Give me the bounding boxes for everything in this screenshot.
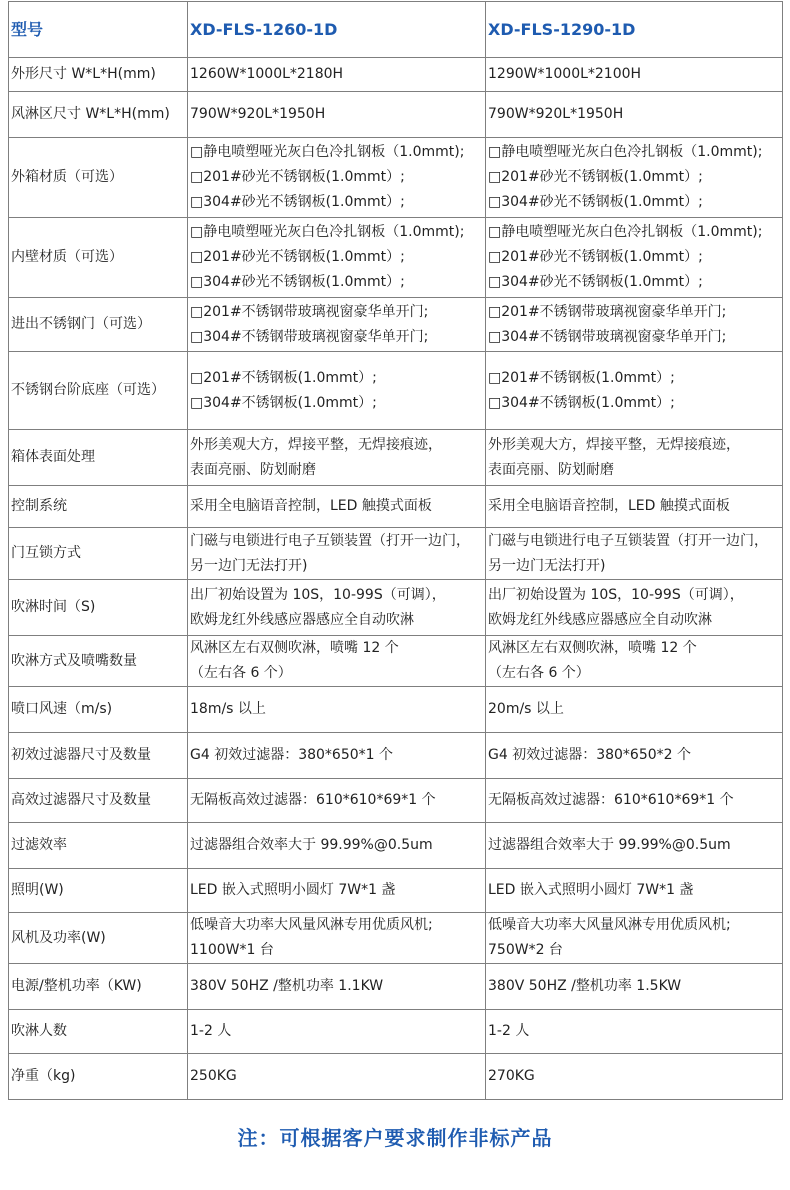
spec-value-a — [188, 580, 486, 636]
spec-value-line: 欧姆龙红外线感应器感应全自动吹淋 — [190, 611, 414, 628]
spec-value-line: 270KG — [488, 1068, 535, 1084]
spec-value-a — [188, 298, 486, 352]
spec-row — [9, 298, 783, 352]
spec-value-b — [486, 779, 783, 823]
spec-value-line: □201#不锈钢带玻璃视窗豪华单开门; — [190, 303, 429, 320]
spec-value-line: □304#不锈钢带玻璃视窗豪华单开门; — [190, 328, 429, 345]
spec-label: 高效过滤器尺寸及数量 — [9, 779, 188, 823]
spec-value-line: 出厂初始设置为 10S，10-99S（可调）， — [190, 586, 446, 603]
footer-note: 注：可根据客户要求制作非标产品 — [237, 1126, 553, 1150]
spec-value-line: □201#砂光不锈钢板(1.0mmt）; — [190, 249, 405, 265]
spec-value-b — [486, 869, 783, 913]
spec-row — [9, 913, 783, 964]
spec-value-b — [486, 636, 783, 687]
spec-value-line: 另一边门无法打开) — [190, 557, 308, 574]
spec-value-b — [486, 218, 783, 298]
spec-row — [9, 580, 783, 636]
spec-value-b — [486, 58, 783, 92]
spec-label: 吹淋人数 — [9, 1010, 188, 1054]
spec-value-line: 表面亮丽、防划耐磨 — [190, 461, 316, 478]
spec-value-b — [486, 430, 783, 486]
spec-value-line: □304#不锈钢带玻璃视窗豪华单开门; — [488, 328, 727, 345]
spec-row — [9, 687, 783, 733]
spec-row — [9, 823, 783, 869]
spec-value-line: 低噪音大功率大风量风淋专用优质风机; — [488, 917, 731, 933]
spec-value-line: 无隔板高效过滤器：610*610*69*1 个 — [488, 792, 734, 808]
spec-value-line: 1290W*1000L*2100H — [488, 66, 642, 82]
spec-value-line: 750W*2 台 — [488, 942, 563, 958]
spec-value-b — [486, 298, 783, 352]
spec-value-line: □静电喷塑哑光灰白色冷扎钢板（1.0mmt); — [190, 224, 465, 240]
header-label: 型号 — [9, 2, 188, 58]
header-model-b: XD-FLS-1290-1D — [486, 2, 783, 58]
spec-value-line: □304#砂光不锈钢板(1.0mmt）; — [488, 194, 703, 210]
spec-label: 吹淋时间（S) — [9, 580, 188, 636]
spec-row — [9, 869, 783, 913]
spec-value-a — [188, 218, 486, 298]
spec-label: 吹淋方式及喷嘴数量 — [9, 636, 188, 687]
spec-row — [9, 528, 783, 580]
spec-value-line: 1260W*1000L*2180H — [190, 66, 344, 82]
spec-value-line: （左右各 6 个） — [190, 665, 292, 681]
spec-value-line: □201#不锈钢板(1.0mmt）; — [488, 369, 675, 386]
spec-label: 外形尺寸 W*L*H(mm) — [9, 58, 188, 92]
spec-value-a — [188, 1054, 486, 1100]
spec-row — [9, 779, 783, 823]
spec-value-line: G4 初效过滤器：380*650*1 个 — [190, 747, 394, 763]
spec-value-line: G4 初效过滤器：380*650*2 个 — [488, 747, 692, 763]
spec-label: 喷口风速（m/s) — [9, 687, 188, 733]
spec-value-line: □静电喷塑哑光灰白色冷扎钢板（1.0mmt); — [190, 144, 465, 160]
spec-value-a — [188, 1010, 486, 1054]
spec-value-line: 无隔板高效过滤器：610*610*69*1 个 — [190, 792, 436, 808]
spec-label: 不锈钢台阶底座（可选） — [9, 352, 188, 430]
spec-value-a — [188, 138, 486, 218]
spec-value-line: 出厂初始设置为 10S，10-99S（可调）， — [488, 586, 744, 603]
spec-value-line: 380V 50HZ /整机功率 1.5KW — [488, 978, 682, 994]
spec-row — [9, 218, 783, 298]
spec-value-a — [188, 58, 486, 92]
spec-value-b — [486, 528, 783, 580]
spec-value-line: 门磁与电锁进行电子互锁装置（打开一边门， — [190, 532, 470, 549]
spec-value-a — [188, 823, 486, 869]
spec-value-line: □304#砂光不锈钢板(1.0mmt）; — [190, 274, 405, 290]
spec-label: 箱体表面处理 — [9, 430, 188, 486]
spec-value-b — [486, 92, 783, 138]
spec-label: 内壁材质（可选） — [9, 218, 188, 298]
spec-value-line: 790W*920L*1950H — [190, 106, 326, 122]
spec-value-line: □304#砂光不锈钢板(1.0mmt）; — [190, 194, 405, 210]
spec-value-a — [188, 352, 486, 430]
spec-row — [9, 733, 783, 779]
spec-row — [9, 486, 783, 528]
spec-value-line: 采用全电脑语音控制，LED 触摸式面板 — [190, 498, 432, 514]
spec-value-b — [486, 687, 783, 733]
spec-value-a — [188, 430, 486, 486]
spec-value-a — [188, 636, 486, 687]
spec-value-line: 表面亮丽、防划耐磨 — [488, 461, 614, 478]
spec-value-b — [486, 733, 783, 779]
spec-value-a — [188, 687, 486, 733]
spec-value-line: □201#不锈钢板(1.0mmt）; — [190, 369, 377, 386]
spec-row — [9, 352, 783, 430]
spec-row — [9, 1010, 783, 1054]
spec-value-line: 1100W*1 台 — [190, 942, 274, 958]
spec-value-line: 外形美观大方，焊接平整，无焊接痕迹， — [190, 436, 442, 453]
spec-value-a — [188, 92, 486, 138]
spec-value-line: □304#不锈钢板(1.0mmt）; — [190, 394, 377, 411]
spec-value-a — [188, 913, 486, 964]
spec-row — [9, 1054, 783, 1100]
spec-value-line: （左右各 6 个） — [488, 665, 590, 681]
spec-label: 风淋区尺寸 W*L*H(mm) — [9, 92, 188, 138]
spec-value-line: 风淋区左右双侧吹淋，喷嘴 12 个 — [190, 640, 399, 656]
spec-value-line: 门磁与电锁进行电子互锁装置（打开一边门， — [488, 532, 768, 549]
spec-value-line: LED 嵌入式照明小圆灯 7W*1 盏 — [488, 882, 694, 898]
spec-value-line: LED 嵌入式照明小圆灯 7W*1 盏 — [190, 882, 396, 898]
spec-label: 初效过滤器尺寸及数量 — [9, 733, 188, 779]
spec-row — [9, 138, 783, 218]
spec-value-line: □304#砂光不锈钢板(1.0mmt）; — [488, 274, 703, 290]
spec-label: 过滤效率 — [9, 823, 188, 869]
spec-value-line: 采用全电脑语音控制，LED 触摸式面板 — [488, 498, 730, 514]
spec-value-b — [486, 1010, 783, 1054]
header-row — [9, 2, 783, 58]
spec-value-b — [486, 580, 783, 636]
spec-label: 净重（kg) — [9, 1054, 188, 1100]
spec-value-a — [188, 528, 486, 580]
spec-value-line: 790W*920L*1950H — [488, 106, 624, 122]
spec-value-a — [188, 869, 486, 913]
spec-row — [9, 430, 783, 486]
spec-value-line: 欧姆龙红外线感应器感应全自动吹淋 — [488, 611, 712, 628]
spec-value-line: □304#不锈钢板(1.0mmt）; — [488, 394, 675, 411]
spec-label: 门互锁方式 — [9, 528, 188, 580]
spec-row — [9, 92, 783, 138]
spec-value-b — [486, 138, 783, 218]
spec-label: 外箱材质（可选） — [9, 138, 188, 218]
spec-value-a — [188, 733, 486, 779]
spec-value-b — [486, 1054, 783, 1100]
spec-label: 风机及功率(W) — [9, 913, 188, 964]
spec-value-line: 过滤器组合效率大于 99.99%@0.5um — [190, 837, 433, 853]
spec-value-line: 风淋区左右双侧吹淋，喷嘴 12 个 — [488, 640, 697, 656]
spec-value-line: 1-2 人 — [488, 1023, 530, 1039]
spec-value-line: 18m/s 以上 — [190, 701, 266, 717]
spec-value-a — [188, 779, 486, 823]
spec-value-b — [486, 823, 783, 869]
spec-value-line: □201#砂光不锈钢板(1.0mmt）; — [190, 169, 405, 185]
spec-row — [9, 964, 783, 1010]
spec-value-a — [188, 964, 486, 1010]
spec-value-a — [188, 486, 486, 528]
spec-value-line: 低噪音大功率大风量风淋专用优质风机; — [190, 917, 433, 933]
spec-table-body — [9, 2, 783, 1100]
spec-value-line: □静电喷塑哑光灰白色冷扎钢板（1.0mmt); — [488, 144, 763, 160]
spec-value-b — [486, 352, 783, 430]
spec-label: 进出不锈钢门（可选） — [9, 298, 188, 352]
spec-value-line: 外形美观大方，焊接平整，无焊接痕迹， — [488, 436, 740, 453]
spec-row — [9, 636, 783, 687]
header-model-a: XD-FLS-1260-1D — [188, 2, 486, 58]
spec-value-line: 380V 50HZ /整机功率 1.1KW — [190, 978, 384, 994]
spec-value-line: 1-2 人 — [190, 1023, 232, 1039]
spec-value-line: □201#砂光不锈钢板(1.0mmt）; — [488, 169, 703, 185]
spec-value-b — [486, 964, 783, 1010]
spec-value-line: 另一边门无法打开) — [488, 557, 606, 574]
spec-value-line: □201#不锈钢带玻璃视窗豪华单开门; — [488, 303, 727, 320]
spec-value-b — [486, 486, 783, 528]
spec-value-line: 过滤器组合效率大于 99.99%@0.5um — [488, 837, 731, 853]
spec-value-b — [486, 913, 783, 964]
spec-label: 照明(W) — [9, 869, 188, 913]
spec-value-line: □静电喷塑哑光灰白色冷扎钢板（1.0mmt); — [488, 224, 763, 240]
spec-value-line: 20m/s 以上 — [488, 701, 564, 717]
spec-value-line: □201#砂光不锈钢板(1.0mmt）; — [488, 249, 703, 265]
spec-row — [9, 58, 783, 92]
spec-value-line: 250KG — [190, 1068, 237, 1084]
spec-label: 电源/整机功率（KW) — [9, 964, 188, 1010]
spec-label: 控制系统 — [9, 486, 188, 528]
spec-table — [8, 1, 783, 1100]
